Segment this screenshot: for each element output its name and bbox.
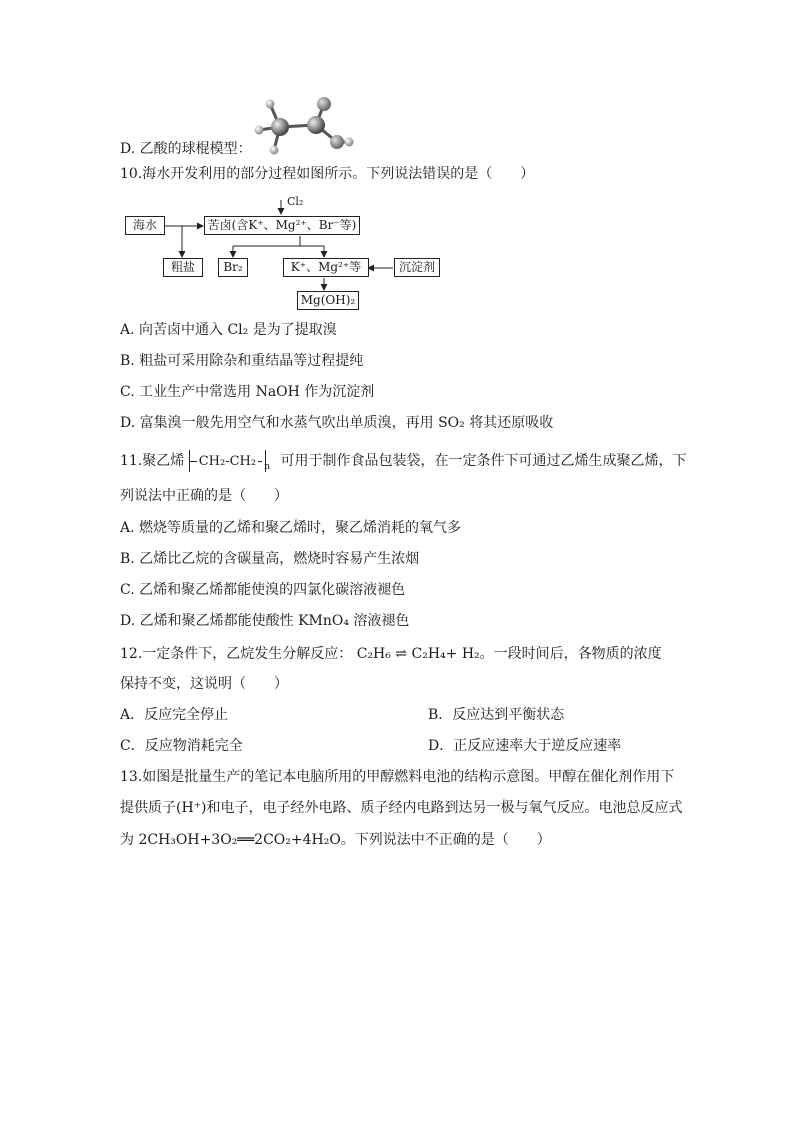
q11-stem-line1 — [120, 451, 687, 477]
q12-option-c: C．反应物消耗完全 — [120, 738, 243, 754]
q12-option-a: A．反应完全停止 — [120, 707, 229, 723]
mgoh2-box: Mg(OH)₂ — [297, 291, 359, 310]
polyethylene-repeat-unit: CH₂-CH₂ — [198, 454, 257, 469]
q13-line3: 为 2CH₃OH+3O₂══2CO₂+4H₂O。下列说法中不正确的是（ ） — [120, 832, 551, 848]
seawater-box: 海水 — [125, 216, 165, 235]
brine-box: 苦卤(含K⁺、Mg²⁺、Br⁻等) — [204, 216, 360, 235]
q9-option-d-label: D. 乙酸的球棍模型： — [120, 141, 252, 157]
q12-option-b: B．反应达到平衡状态 — [428, 707, 565, 723]
q11-option-c: C. 乙烯和聚乙烯都能使溴的四氯化碳溶液褪色 — [120, 582, 406, 598]
cl2-label: Cl₂ — [287, 195, 304, 208]
q13-line1: 13.如图是批量生产的笔记本电脑所用的甲醇燃料电池的结构示意图。甲醇在催化剂作用下 — [120, 769, 675, 785]
q13-line2: 提供质子(H⁺)和电子，电子经外电路、质子经内电路到达另一极与氧气反应。电池总反应式 — [120, 800, 683, 816]
q12-option-d: D．正反应速率大于逆反应速率 — [428, 738, 622, 754]
q11-option-d: D. 乙烯和聚乙烯都能使酸性 KMnO₄ 溶液褪色 — [120, 613, 410, 629]
q10-option-c: C. 工业生产中常选用 NaOH 作为沉淀剂 — [120, 384, 375, 400]
k-mg-box: K⁺、Mg²⁺等 — [283, 258, 369, 277]
polyethylene-n: n — [264, 461, 271, 472]
q11-option-b: B. 乙烯比乙烷的含碳量高，燃烧时容易产生浓烟 — [120, 551, 420, 567]
q10-option-b: B. 粗盐可采用除杂和重结晶等过程提纯 — [120, 353, 364, 369]
crude-salt-box: 粗盐 — [163, 258, 203, 277]
q11-stem-prefix: 11.聚乙烯 — [120, 453, 185, 469]
q12-stem-line2: 保持不变，这说明（ ） — [120, 676, 288, 692]
q11-stem-suffix: 可用于制作食品包装袋，在一定条件下可通过乙烯生成聚乙烯，下 — [280, 453, 687, 469]
br2-box: Br₂ — [218, 258, 248, 277]
q10-option-a: A. 向苦卤中通入 Cl₂ 是为了提取溴 — [120, 322, 337, 338]
q11-stem-line2: 列说法中正确的是（ ） — [120, 488, 288, 504]
q10-option-d: D. 富集溴一般先用空气和水蒸气吹出单质溴，再用 SO₂ 将其还原吸收 — [120, 415, 554, 431]
precipitant-box: 沉淀剂 — [394, 258, 440, 277]
q12-stem-line1: 12.一定条件下，乙烷发生分解反应： C₂H₆ ⇌ C₂H₄+ H₂。一段时间后，各物质的浓度 — [120, 646, 662, 662]
polyethylene-formula — [189, 452, 276, 477]
q11-option-a: A. 燃烧等质量的乙烯和聚乙烯时，聚乙烯消耗的氧气多 — [120, 520, 462, 536]
q10-stem: 10.海水开发利用的部分过程如图所示。下列说法错误的是（ ） — [120, 166, 535, 182]
